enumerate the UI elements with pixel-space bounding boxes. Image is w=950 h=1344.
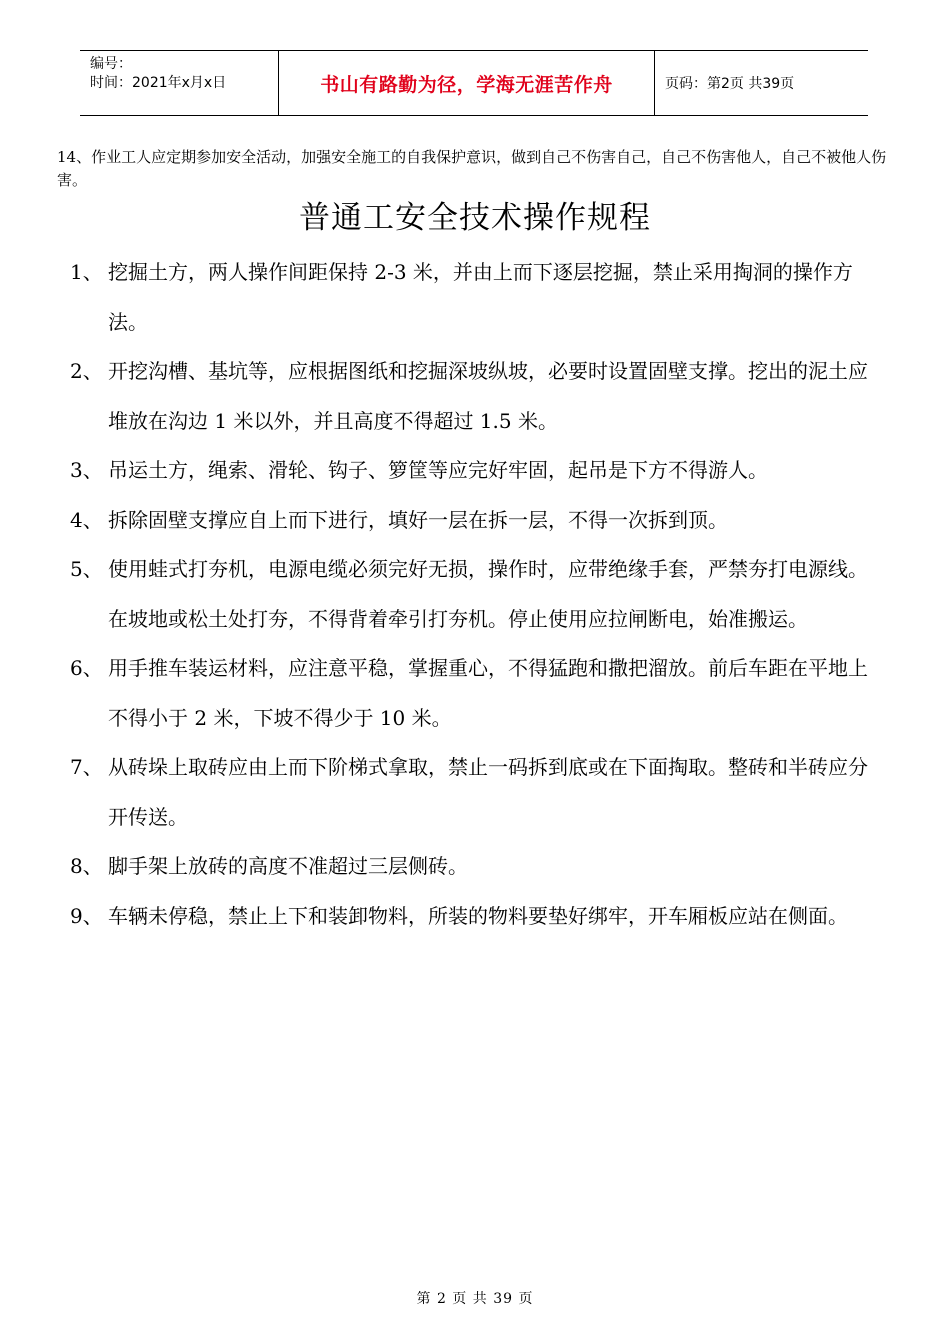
rule-text: 从砖垛上取砖应由上而下阶梯式拿取，禁止一码拆到底或在下面掏取。整砖和半砖应分开传送。: [108, 755, 868, 829]
rule-item-9: [0, 892, 950, 942]
rule-text: 吊运土方，绳索、滑轮、钩子、箩筐等应完好牢固，起吊是下方不得游人。: [108, 458, 768, 482]
doc-number-label: 编号：: [90, 56, 132, 72]
rule-number: 3、: [70, 458, 103, 482]
rule-text: 拆除固壁支撑应自上而下进行，填好一层在拆一层，不得一次拆到顶。: [108, 507, 728, 532]
rule-number: 5、: [70, 557, 103, 581]
header-page-info: 页码：第2页 共39页: [665, 76, 795, 92]
rule-number: 8、: [70, 854, 103, 878]
page-footer: 第 2 页 共 39 页: [416, 1291, 534, 1307]
rule-item-6: [0, 644, 950, 743]
rule-item-5: [0, 545, 950, 644]
rule-number: 4、: [70, 507, 103, 532]
rule-item-7: [0, 743, 950, 842]
header-motto: 书山有路勤为径，学海无涯苦作舟: [278, 51, 655, 115]
rule-item-4: [0, 496, 950, 546]
header-meta-cell: [80, 51, 278, 115]
date-line: 时间：2021年x月x日: [90, 75, 227, 91]
document-title: 普通工安全技术操作规程: [299, 200, 651, 236]
rule-item-8: [0, 842, 950, 892]
rule-item-3: [0, 446, 950, 496]
rule-text: 车辆未停稳，禁止上下和装卸物料，所装的物料要垫好绑牢，开车厢板应站在侧面。: [108, 903, 848, 928]
rule-number: 1、: [70, 260, 103, 284]
rule-text: 使用蛙式打夯机，电源电缆必须完好无损，操作时，应带绝缘手套，严禁夯打电源线。在坡地或松土处打夯，不得背着牵引打夯机。停止使用应拉闸断电，始准搬运。: [108, 557, 868, 631]
rule-number: 9、: [70, 903, 103, 928]
rule-item-2: [0, 347, 950, 446]
page-header: [80, 50, 868, 116]
intro-paragraph: 14、作业工人应定期参加安全活动，加强安全施工的自我保护意识，做到自己不伤害自己，自己不伤害他人，自己不被他人伤害。: [57, 148, 887, 189]
rule-item-1: [0, 248, 950, 347]
rules-list: [0, 248, 950, 941]
rule-number: 2、: [70, 359, 103, 383]
rule-number: 7、: [70, 755, 103, 779]
rule-text: 开挖沟槽、基坑等，应根据图纸和挖掘深坡纵坡，必要时设置固壁支撑。挖出的泥土应堆放在沟边 1 米以外，并且高度不得超过 1.5 米。: [108, 359, 868, 433]
rule-text: 挖掘土方，两人操作间距保持 2-3 米，并由上而下逐层挖掘，禁止采用掏洞的操作方法。: [108, 260, 853, 334]
rule-text: 脚手架上放砖的高度不准超过三层侧砖。: [108, 854, 468, 878]
rule-text: 用手推车装运材料，应注意平稳，掌握重心，不得猛跑和撒把溜放。前后车距在平地上不得小于 2 米，下坡不得少于 10 米。: [108, 656, 868, 730]
rule-number: 6、: [70, 656, 103, 680]
